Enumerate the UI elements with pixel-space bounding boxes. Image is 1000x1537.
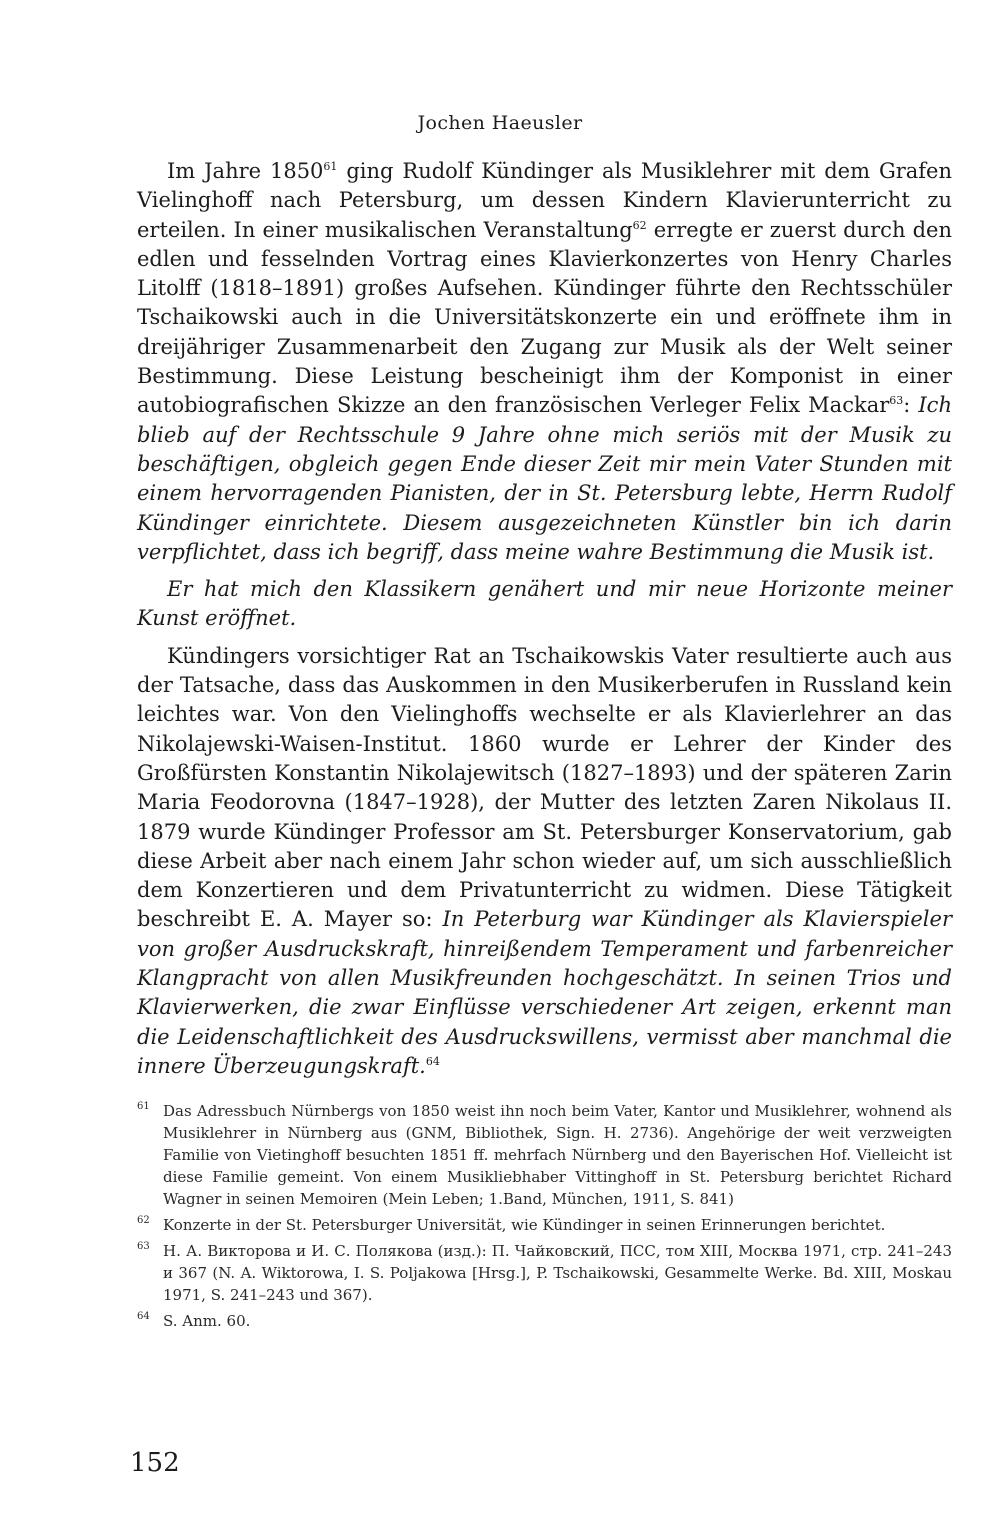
quotation-italic: In Peterburg war Kündinger als Klavierspieler von großer Ausdruckskraft, hinreißendem Temperament und farbenreicher Klangpracht von allen Musikfreunden hochgeschätzt. In seinen Trios und Klavierwerken, die zwar Einflüsse verschiedener Art zeigen, erkennt man die Leidenschaftlichkeit des Ausdruckswillens, vermisst aber manchmal die innere Überzeugungskraft.: [137, 907, 952, 1078]
quotation-italic: Er hat mich den Klassikern genähert und mir neue Horizonte meiner Kunst eröffnet.: [137, 577, 952, 631]
footnote-number: 61: [137, 1101, 150, 1112]
paragraph: [137, 642, 952, 1081]
footnote-text: Das Adressbuch Nürnbergs von 1850 weist ihn noch beim Vater, Kantor und Musiklehrer, wohnend als Musiklehrer in Nürnberg aus (GNM, Bibliothek, Sign. H. 2736). Angehörige der weit verzweigten Familie von Vietinghoff besuchten 1851 ff. mehrfach Nürnberg und den Bayerischen Hof. Vielleicht ist diese Familie gemeint. Von einem Musikliebhaber Vittinghoff in St. Petersburg berichtet Richard Wagner in seinen Memoiren (Mein Leben; 1.Band, München, 1911, S. 841): [163, 1102, 952, 1208]
footnote-text: Н. А. Викторова и И. С. Полякова (изд.): П. Чайковский, ПСС, том XIII, Москва 1971, стр. 241–243 и 367 (N. A. Wiktorowa, I. S. Poljakowa [Hrsg.], P. Tschaikowski, Gesammelte Werke. Bd. XIII, Moskau 1971, S. 241–243 und 367).: [163, 1242, 952, 1304]
footnote: [137, 1214, 952, 1236]
footnote-number: 63: [137, 1241, 150, 1252]
page-number: 152: [130, 1448, 180, 1478]
quotation-italic: Ich blieb auf der Rechtsschule 9 Jahre ohne mich seriös mit der Musik zu beschäftigen, obgleich gegen Ende dieser Zeit mir mein Vater Stunden mit einem hervorragenden Pianisten, der in St. Petersburg lebte, Herrn Rudolf Kündinger einrichtete. Diesem ausgezeichneten Künstler bin ich darin verpflichtet, dass ich begriff, dass meine wahre Bestimmung die Musik ist.: [137, 393, 952, 564]
text-run: Im Jahre 1850: [167, 159, 324, 183]
paragraph: [137, 157, 952, 567]
footnote-reference: 61: [323, 160, 338, 173]
footnote: [137, 1310, 952, 1332]
running-head: Jochen Haeusler: [417, 112, 583, 134]
footnote-number: 64: [137, 1311, 150, 1322]
main-text: [137, 157, 952, 1089]
footnote-text: S. Anm. 60.: [163, 1312, 251, 1330]
footnote: [137, 1240, 952, 1306]
footnote: [137, 1100, 952, 1210]
footnote-number: 62: [137, 1215, 150, 1226]
text-run: erregte er zuerst durch den edlen und fesselnden Vortrag eines Klavierkonzertes von Henry Charles Litolff (1818–1891) großes Aufsehen. Kündinger führte den Rechtsschüler Tschaikowski auch in die Universitätskonzerte ein und eröffnete ihm in dreijähriger Zusammenarbeit den Zugang zur Musik als der Welt seiner Bestimmung. Diese Leistung bescheinigt ihm der Komponist in einer autobiografischen Skizze an den französischen Verleger Felix Mackar: [137, 217, 953, 418]
text-run: :: [903, 393, 919, 418]
footnotes: [137, 1100, 952, 1336]
footnote-reference: 63: [889, 394, 904, 408]
paragraph: [137, 575, 952, 634]
footnote-text: Konzerte in der St. Petersburger Universität, wie Kündinger in seinen Erinnerungen berichtet.: [163, 1216, 886, 1234]
text-run: Kündingers vorsichtiger Rat an Tschaikowskis Vater resultierte auch aus der Tatsache, dass das Auskommen in den Musikerberufen in Russland kein leichtes war. Von den Vielinghoffs wechselte er als Klavierlehrer an das Nikolajewski-Waisen-Institut. 1860 wurde er Lehrer der Kinder des Großfürsten Konstantin Nikolajewitsch (1827–1893) und der späteren Zarin Maria Feodorovna (1847–1928), der Mutter des letzten Zaren Nikolaus II. 1879 wurde Kündinger Professor am St. Petersburger Konservatorium, gab diese Arbeit aber nach einem Jahr schon wieder auf, um sich ausschließlich dem Konzertieren und dem Privatunterricht zu widmen. Diese Tätigkeit beschreibt E. A. Mayer so:: [137, 643, 952, 932]
footnote-reference: 62: [632, 218, 647, 232]
footnote-reference: 64: [425, 1054, 440, 1068]
text-run: ging Rudolf Kündinger als Musiklehrer mit dem Grafen Vielinghoff nach Petersburg, um dessen Kindern Klavierunterricht zu erteilen. In einer musikalischen Veranstaltung: [137, 159, 953, 242]
